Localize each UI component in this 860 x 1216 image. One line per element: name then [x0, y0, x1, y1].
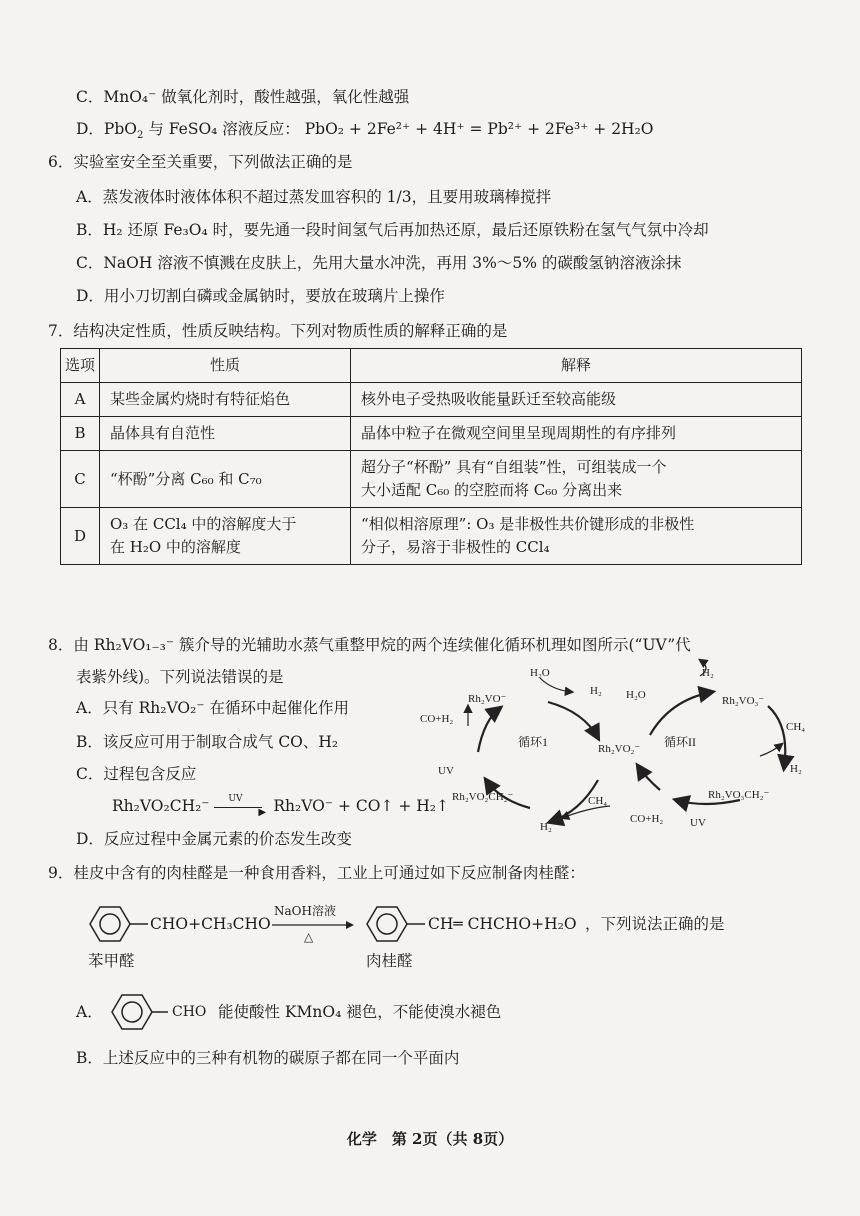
arrow-label: UV	[228, 794, 243, 804]
table-cell-property: 晶体具有自范性	[100, 417, 351, 451]
label-co-h2-1: CO+H₂	[420, 713, 454, 725]
label-benzaldehyde: 苯甲醛	[88, 952, 135, 970]
table-cell-option: B	[61, 417, 100, 451]
q8-stem-line2: 表紫外线)。下列说法错误的是	[76, 668, 284, 686]
explanation-line: 大小适配 C₆₀ 的空腔而将 C₆₀ 分离出来	[361, 481, 623, 499]
q8-option-b: B．该反应可用于制取合成气 CO、H₂	[76, 733, 339, 751]
label-ch4-1: CH₄	[588, 795, 608, 807]
label-h2o-2: H₂O	[626, 689, 646, 701]
explanation-line: 分子，易溶于非极性的 CCl₄	[361, 538, 550, 556]
q9-option-b: B．上述反应中的三种有机物的碳原子都在同一个平面内	[76, 1049, 460, 1067]
label-cycle-2: 循环II	[664, 735, 696, 749]
reaction-condition-bottom: △	[304, 930, 314, 944]
q9-option-a-group: CHO	[172, 1004, 207, 1020]
q9-stem: 9．桂皮中含有的肉桂醛是一种食用香料，工业上可通过如下反应制备肉桂醛：	[48, 864, 585, 882]
label-ch4-2: CH₄	[786, 721, 806, 733]
q6-option-a: A．蒸发液体时液体体积不超过蒸发皿容积的 1/3，且要用玻璃棒搅拌	[76, 188, 552, 206]
q6-option-c: C．NaOH 溶液不慎溅在皮肤上，先用大量水冲洗，再用 3%～5% 的碳酸氢钠溶液涂抹	[76, 254, 682, 272]
table-cell-explanation: 核外电子受热吸收能量跃迁至较高能级	[351, 383, 802, 417]
q8-option-a: A．只有 Rh₂VO₂⁻ 在循环中起催化作用	[76, 699, 349, 717]
label-h2-3: H₂	[790, 763, 802, 775]
label-rh2vo2ch2: Rh₂VO₂CH₂⁻	[452, 791, 514, 803]
table-cell-option: C	[61, 451, 100, 508]
q5d-prefix: D．PbO	[76, 120, 137, 138]
label-h2o-1: H₂O	[530, 667, 550, 679]
table-cell-property: “杯酚”分离 C₆₀ 和 C₇₀	[100, 451, 351, 508]
reaction-condition-top: NaOH溶液	[274, 904, 336, 918]
q8-option-c: C．过程包含反应	[76, 765, 197, 783]
table-cell-option: D	[61, 508, 100, 565]
table-cell-option: A	[61, 383, 100, 417]
q6-option-b: B．H₂ 还原 Fe₃O₄ 时，要先通一段时间氢气后再加热还原，最后还原铁粉在氢气气氛中冷却	[76, 221, 709, 239]
label-rh2vo3: Rh₂VO₃⁻	[722, 695, 765, 707]
equation-products: Rh₂VO⁻ + CO↑ + H₂↑	[273, 797, 449, 815]
label-uv-2: UV	[690, 817, 706, 829]
property-line: O₃ 在 CCl₄ 中的溶解度大于	[110, 515, 297, 533]
q5d-equation: PbO₂ + 2Fe²⁺ + 4H⁺ = Pb²⁺ + 2Fe³⁺ + 2H₂O	[304, 120, 654, 138]
q9-option-a-prefix: A．	[76, 1003, 103, 1021]
equation-arrow: UV ▶	[214, 800, 268, 814]
reactants-text: CHO+CH₃CHO	[150, 915, 271, 933]
benzene-ring-icon	[90, 907, 148, 941]
label-rh2vo: Rh₂VO⁻	[468, 693, 507, 705]
table-header-option: 选项	[61, 349, 100, 383]
label-uv-1: UV	[438, 765, 454, 777]
q5d-middle: 与 FeSO₄ 溶液反应：	[148, 120, 300, 138]
label-cycle-1: 循环1	[518, 735, 549, 749]
explanation-line: “相似相溶原理”: O₃ 是非极性共价键形成的非极性	[361, 515, 695, 533]
label-h2-1: H₂	[590, 685, 602, 697]
table-header-property: 性质	[100, 349, 351, 383]
explanation-line: 超分子“杯酚” 具有“自组装”性，可组装成一个	[361, 458, 667, 476]
page-footer: 化学 第 2页（共 8页）	[346, 1130, 514, 1148]
table-header-explanation: 解释	[351, 349, 802, 383]
table-cell-explanation: 晶体中粒子在微观空间里呈现周期性的有序排列	[351, 417, 802, 451]
label-h2-bottom: H₂	[540, 821, 552, 833]
products-text: CH═ CHCHO+H₂O	[428, 915, 577, 933]
table-cell-property: 某些金属灼烧时有特征焰色	[100, 383, 351, 417]
q6-stem: 6．实验室安全至关重要，下列做法正确的是	[48, 153, 353, 171]
equation-reactant: Rh₂VO₂CH₂⁻	[112, 797, 210, 815]
benzene-ring-icon	[112, 995, 168, 1029]
q6-option-d: D．用小刀切割白磷或金属钠时，要放在玻璃片上操作	[76, 287, 445, 305]
reaction-question-tail: ，下列说法正确的是	[585, 915, 725, 933]
q7-stem: 7．结构决定性质，性质反映结构。下列对物质性质的解释正确的是	[48, 322, 508, 340]
property-line: 在 H₂O 中的溶解度	[110, 538, 241, 556]
q9-option-a-text: 能使酸性 KMnO₄ 褪色，不能使溴水褪色	[218, 1003, 502, 1021]
label-cinnamaldehyde: 肉桂醛	[366, 952, 413, 970]
label-rh2vo2: Rh₂VO₂⁻	[598, 743, 641, 755]
label-co-h2-2: CO+H₂	[630, 813, 664, 825]
label-rh2vo3ch2: Rh₂VO₃CH₂⁻	[708, 789, 770, 801]
q5-option-c: C．MnO₄⁻ 做氧化剂时，酸性越强，氧化性越强	[76, 88, 410, 106]
q5-option-d: D．PbO$_2$ 与 FeSO₄ 溶液反应： PbO₂ + 2Fe²⁺ + 4H⁺ = Pb²⁺ + 2Fe³⁺ + 2H₂O	[76, 120, 654, 142]
q8-option-d: D．反应过程中金属元素的价态发生改变	[76, 830, 352, 848]
label-h2-2: H₂	[702, 667, 714, 679]
q8-stem-line1: 8．由 Rh₂VO₁₋₃⁻ 簇介导的光辅助水蒸气重整甲烷的两个连续催化循环机理如图所示(“UV”代	[48, 636, 691, 654]
benzene-ring-icon	[367, 907, 425, 941]
